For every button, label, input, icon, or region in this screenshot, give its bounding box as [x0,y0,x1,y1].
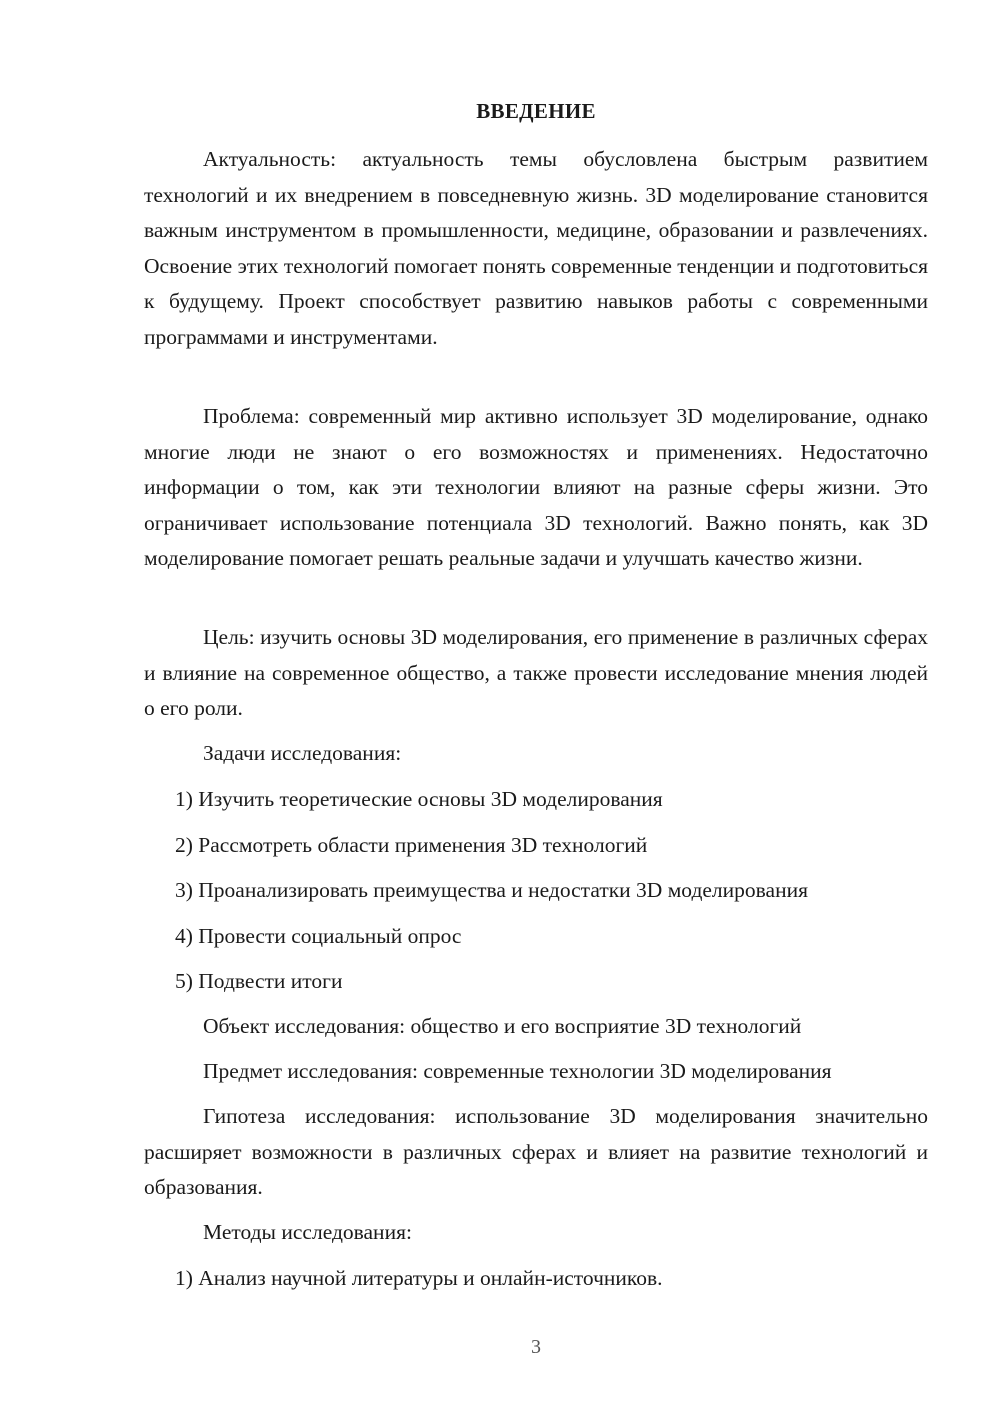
paragraph-hypothesis: Гипотеза исследования: использование 3D моделирования значительно расширяет возможности в различных сферах и влияет на развитие технологий и образования. [144,1104,928,1199]
paragraph-object: Объект исследования: общество и его восприятие 3D технологий [203,1014,802,1038]
section-title: ВВЕДЕНИЕ [476,99,596,123]
task-item: 4) Провести социальный опрос [175,924,462,948]
paragraph-goal: Цель: изучить основы 3D моделирования, его применение в различных сферах и влияние на современное общество, а также провести исследование мнения людей о его роли. [144,625,928,720]
method-item: 1) Анализ научной литературы и онлайн-источников. [175,1266,663,1290]
paragraph-subject: Предмет исследования: современные технологии 3D моделирования [203,1059,832,1083]
task-item: 2) Рассмотреть области применения 3D технологий [175,833,648,857]
task-item: 5) Подвести итоги [175,969,343,993]
task-item: 3) Проанализировать преимущества и недостатки 3D моделирования [175,878,808,902]
page-number: 3 [531,1336,541,1358]
tasks-heading: Задачи исследования: [203,741,402,765]
task-item: 1) Изучить теоретические основы 3D моделирования [175,787,663,811]
methods-heading: Методы исследования: [203,1220,412,1244]
paragraph-problem: Проблема: современный мир активно использует 3D моделирование, однако многие люди не знают о его возможностях и применениях. Недостаточно информации о том, как эти технологии влияют на разные сферы жизни. Это ограничивает использование потенциала 3D технологий. Важно понять, как 3D моделирование помогает решать реальные задачи и улучшать качество жизни. [144,404,928,570]
document-page [144,0,928,1414]
paragraph-relevance: Актуальность: актуальность темы обусловлена быстрым развитием технологий и их внедрением в повседневную жизнь. 3D моделирование становится важным инструментом в промышленности, медицине, образовании и развлечениях. Освоение этих технологий помогает понять современные тенденции и подготовиться к будущему. Проект способствует развитию навыков работы с современными программами и инструментами. [144,147,928,349]
